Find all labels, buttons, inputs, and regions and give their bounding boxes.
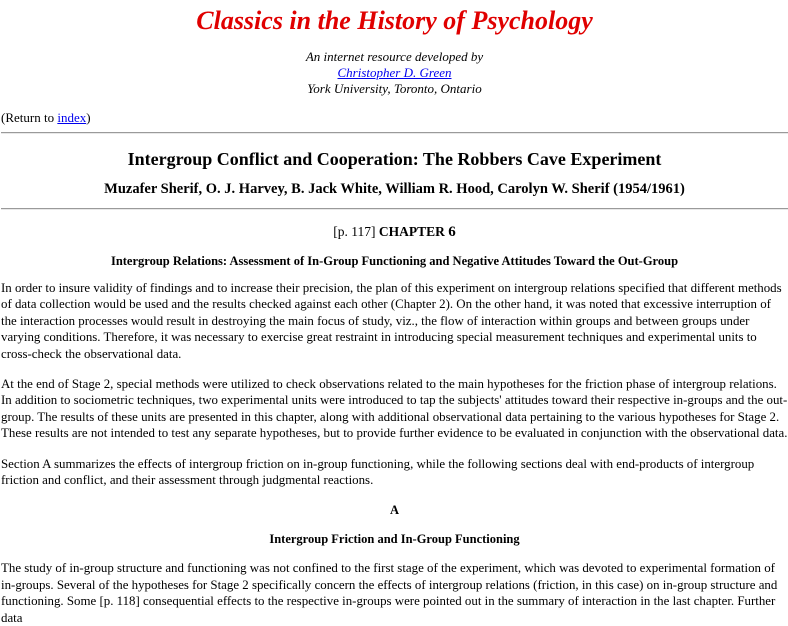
chapter-label: CHAPTER bbox=[378, 224, 449, 239]
site-subtitle: An internet resource developed by bbox=[305, 49, 484, 64]
divider bbox=[1, 208, 788, 210]
chapter-subtitle: Intergroup Relations: Assessment of In-Group Functioning and Negative Attitudes Toward the Out-Group bbox=[110, 254, 679, 268]
site-affiliation: York University, Toronto, Ontario bbox=[307, 81, 482, 96]
page-marker: [p. 117] bbox=[333, 224, 379, 239]
return-prefix: (Return to bbox=[1, 110, 58, 125]
paragraph: Section A summarizes the effects of intergroup friction on in-group functioning, while the following sections deal with end-products of intergroup friction and conflict, and their assessment through judgmental reactions. bbox=[1, 456, 755, 488]
divider bbox=[1, 132, 788, 134]
chapter-number: 6 bbox=[448, 224, 456, 240]
chapter-heading bbox=[1, 223, 788, 241]
paragraph: The study of in-group structure and functioning was not confined to the first stage of the experiment, which was devoted to experimental formation of in-groups. Several of the hypotheses for Stage 2 specifically concern the effects of intergroup relations (friction, in this case) on in-group structure and functioning. Some [p. 118] consequential effects to the respective in-groups were pointed out in the summary of interaction in the last chapter. Further data bbox=[1, 561, 778, 625]
document-title: Intergroup Conflict and Cooperation: The Robbers Cave Experiment bbox=[127, 149, 662, 169]
site-credits bbox=[1, 49, 788, 97]
section-title: Intergroup Friction and In-Group Functioning bbox=[269, 532, 520, 547]
section-letter: A bbox=[389, 503, 400, 518]
author-link[interactable]: Christopher D. Green bbox=[337, 65, 452, 80]
document-authors: Muzafer Sherif, O. J. Harvey, B. Jack White, William R. Hood, Carolyn W. Sherif (1954/1961) bbox=[104, 181, 685, 197]
return-to-index bbox=[1, 110, 788, 126]
return-suffix: ) bbox=[86, 110, 91, 125]
page bbox=[0, 4, 788, 626]
site-title: Classics in the History of Psychology bbox=[196, 6, 593, 35]
paragraph: In order to insure validity of findings and to increase their precision, the plan of this experiment on intergroup relations specified that different methods of data collection would be used and the results checked against each other (Chapter 2). On the other hand, it was noted that excessive interruption of the interaction processes would result in destroying the main focus of study, viz., the flow of interaction within groups and between groups under varying conditions. Therefore, it was necessary to exercise great restraint in introducing special measurement techniques and experimental units to cross-check the observational data. bbox=[1, 281, 782, 361]
index-link[interactable]: index bbox=[57, 110, 87, 125]
paragraph: At the end of Stage 2, special methods were utilized to check observations related to the main hypotheses for the friction phase of intergroup relations. In addition to sociometric techniques, two experimental units were introduced to tap the subjects' attitudes toward their respective in-groups and the out-group. The results of these units are presented in this chapter, along with additional observational data pertaining to the various hypotheses for Stage 2. These results are not intended to test any separate hypotheses, but to provide further evidence to be evaluated in conjunction with the observational data. bbox=[1, 377, 788, 441]
